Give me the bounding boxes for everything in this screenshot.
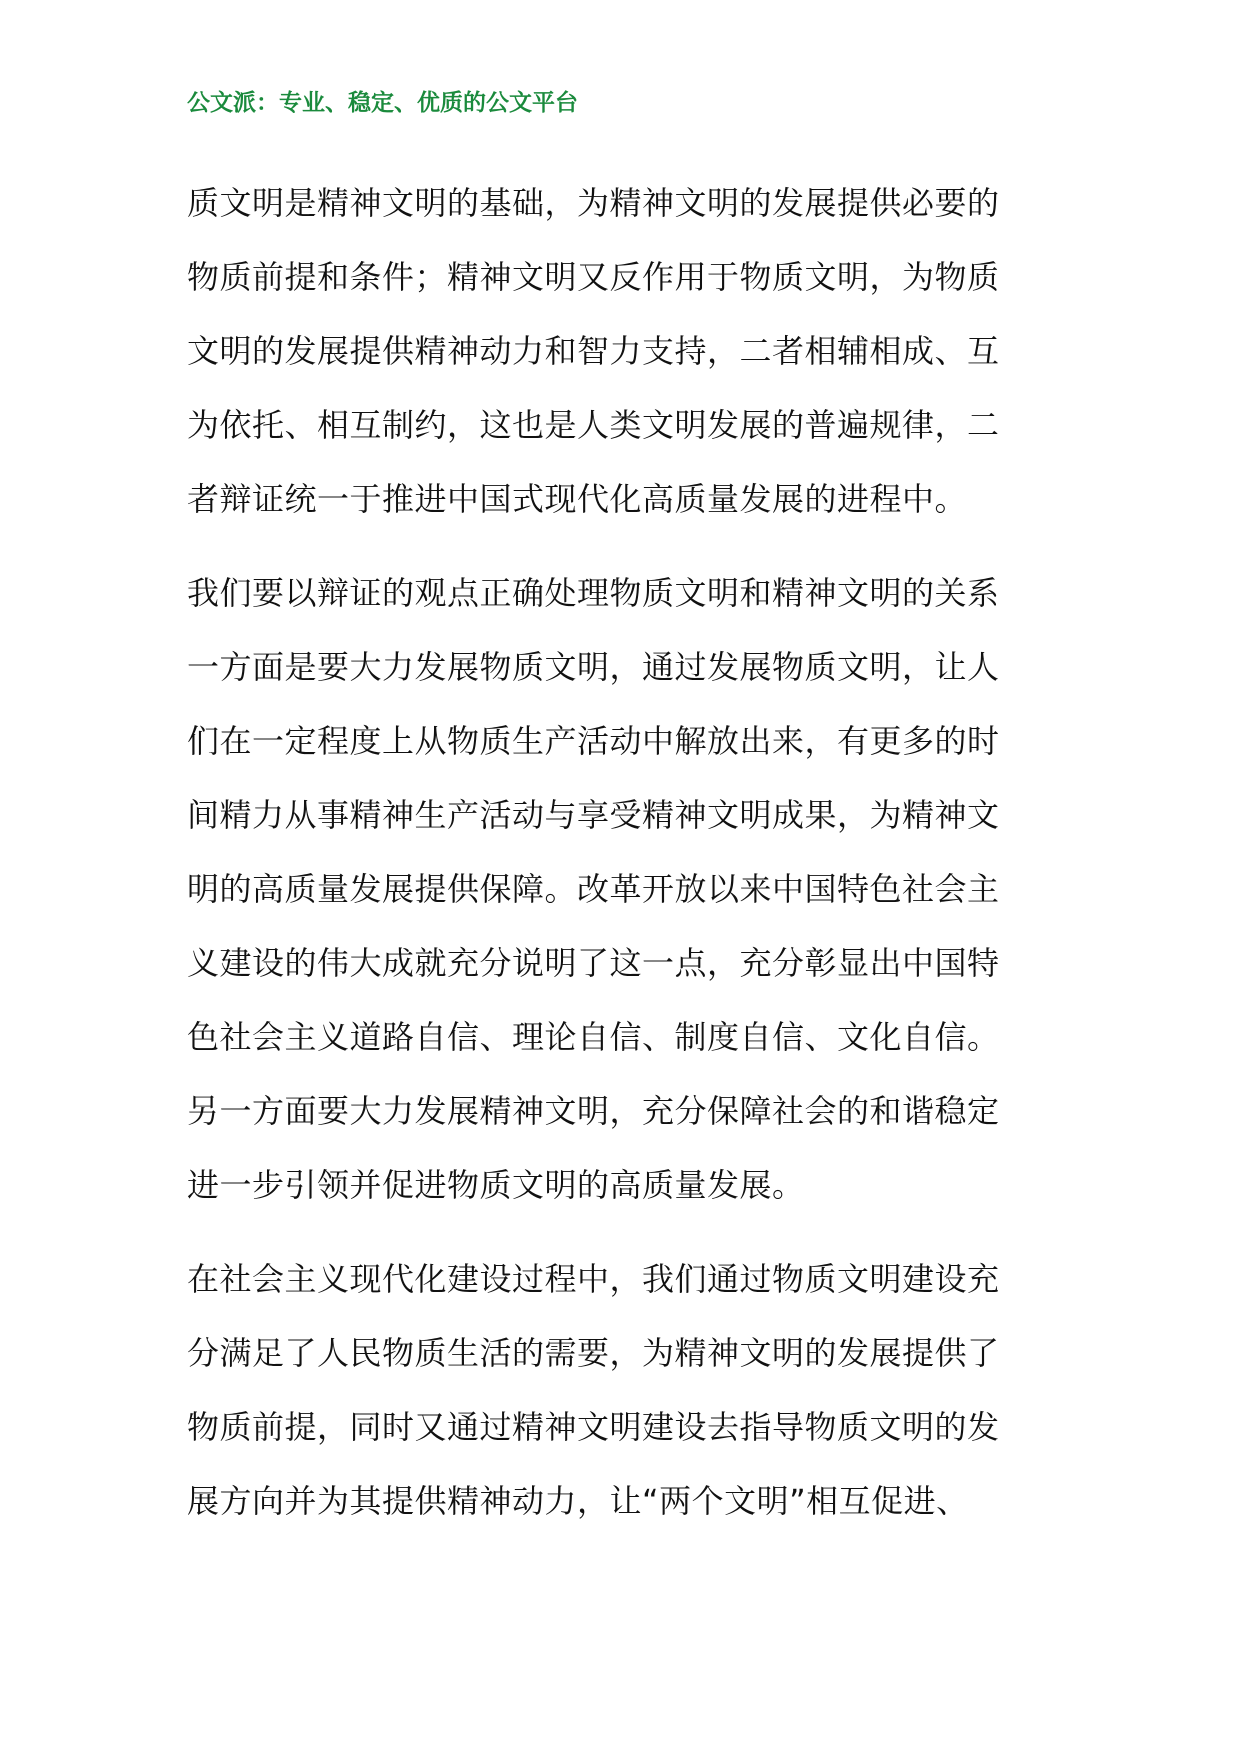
text-line: 色社会主义道路自信、理论自信、制度自信、文化自信。 (187, 1018, 1000, 1056)
text-line: 物质前提和条件；精神文明又反作用于物质文明，为物质 (187, 258, 1000, 296)
text-line: 进一步引领并促进物质文明的高质量发展。 (187, 1166, 805, 1204)
text-line: 为依托、相互制约，这也是人类文明发展的普遍规律，二 (187, 406, 1000, 444)
text-line: 在社会主义现代化建设过程中，我们通过物质文明建设充 (187, 1260, 1000, 1298)
site-header: 公文派：专业、稳定、优质的公文平台 (187, 89, 578, 116)
text-line: 物质前提，同时又通过精神文明建设去指导物质文明的发 (187, 1408, 1000, 1446)
text-line: 展方向并为其提供精神动力，让“两个文明”相互促进、 (187, 1482, 969, 1520)
text-line: 质文明是精神文明的基础，为精神文明的发展提供必要的 (187, 184, 1000, 222)
text-line: 明的高质量发展提供保障。改革开放以来中国特色社会主 (187, 870, 1000, 908)
paragraph-2 (187, 556, 1057, 1222)
text-line: 义建设的伟大成就充分说明了这一点，充分彰显出中国特 (187, 944, 1000, 982)
paragraph-3 (187, 1242, 1057, 1538)
text-line: 者辩证统一于推进中国式现代化高质量发展的进程中。 (187, 480, 968, 518)
text-line: 分满足了人民物质生活的需要，为精神文明的发展提供了 (187, 1334, 1000, 1372)
text-line: 间精力从事精神生产活动与享受精神文明成果，为精神文 (187, 796, 1000, 834)
paragraph-1 (187, 166, 1057, 536)
article-body (187, 166, 1057, 1558)
text-line: 一方面是要大力发展物质文明，通过发展物质文明，让人 (187, 648, 1000, 686)
text-line: 们在一定程度上从物质生产活动中解放出来，有更多的时 (187, 722, 1000, 760)
text-line: 我们要以辩证的观点正确处理物质文明和精神文明的关系 (187, 574, 1000, 612)
text-line: 文明的发展提供精神动力和智力支持，二者相辅相成、互 (187, 332, 1000, 370)
text-line: 另一方面要大力发展精神文明，充分保障社会的和谐稳定 (187, 1092, 1000, 1130)
